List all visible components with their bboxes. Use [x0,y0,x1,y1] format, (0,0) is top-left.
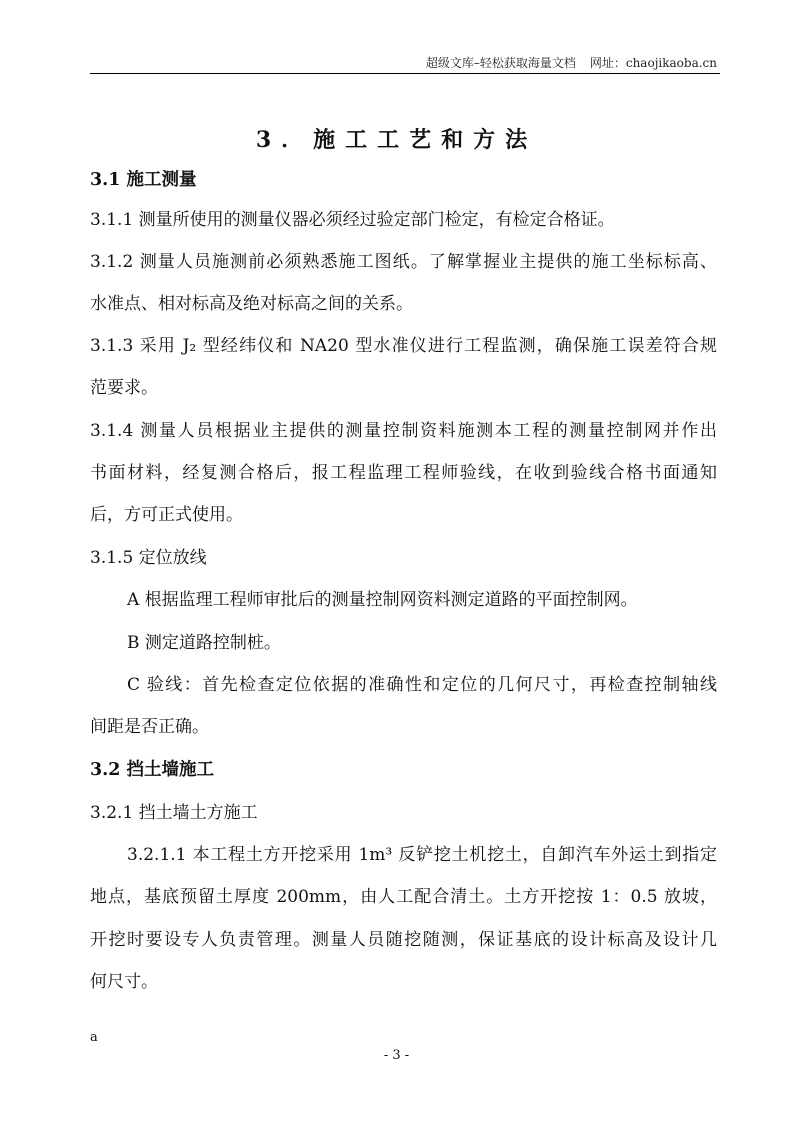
section-heading: 3.1 施工测量 [90,170,197,190]
page-header [412,54,717,71]
text-line: 水准点、相对标高及绝对标高之间的关系。 [90,294,413,314]
text-line: 后，方可正式使用。 [90,505,243,525]
page-number: - 3 - [383,1048,410,1063]
section-heading: 3.2 挡土墙施工 [90,760,215,780]
section-title: 3．施工工艺和方法 [255,127,538,153]
text-line: 3.1.4 测量人员根据业主提供的测量控制资料施测本工程的测量控制网并作出 [90,421,717,441]
text-line: A 根据监理工程师审批后的测量控制网资料测定道路的平面控制网。 [127,590,638,610]
text-line: 3.1.2 测量人员施测前必须熟悉施工图纸。了解掌握业主提供的施工坐标标高、 [90,252,717,272]
text-line: 开挖时要设专人负责管理。测量人员随挖随测，保证基底的设计标高及设计几 [90,930,717,950]
text-line: 3.1.5 定位放线 [90,548,207,568]
footer-mark: a [90,1030,98,1045]
text-line: 3.2.1.1 本工程土方开挖采用 1m³ 反铲挖土机挖土，自卸汽车外运土到指定 [127,845,717,865]
text-line: 范要求。 [90,378,158,398]
text-line: 3.1.1 测量所使用的测量仪器必须经过验定部门检定，有检定合格证。 [90,210,615,230]
text-line: 3.1.3 采用 J₂ 型经纬仪和 NA20 型水准仪进行工程监测，确保施工误差符合规 [90,336,717,356]
header-rule [90,73,720,74]
text-line: 书面材料，经复测合格后，报工程监理工程师验线，在收到验线合格书面通知 [90,463,717,483]
header-url: 网址：chaojikaoba.cn [589,56,717,70]
text-line: C 验线：首先检查定位依据的准确性和定位的几何尺寸，再检查控制轴线 [127,675,717,695]
text-line: 间距是否正确。 [90,717,209,737]
text-line: 地点，基底预留土厚度 200mm，由人工配合清土。土方开挖按 1：0.5 放坡， [90,887,717,907]
header-site-name: 超级文库–轻松获取海量文档 [425,56,576,70]
text-line: 3.2.1 挡土墙土方施工 [90,803,258,823]
text-line: 何尺寸。 [90,972,158,992]
text-line: B 测定道路控制桩。 [127,633,281,653]
